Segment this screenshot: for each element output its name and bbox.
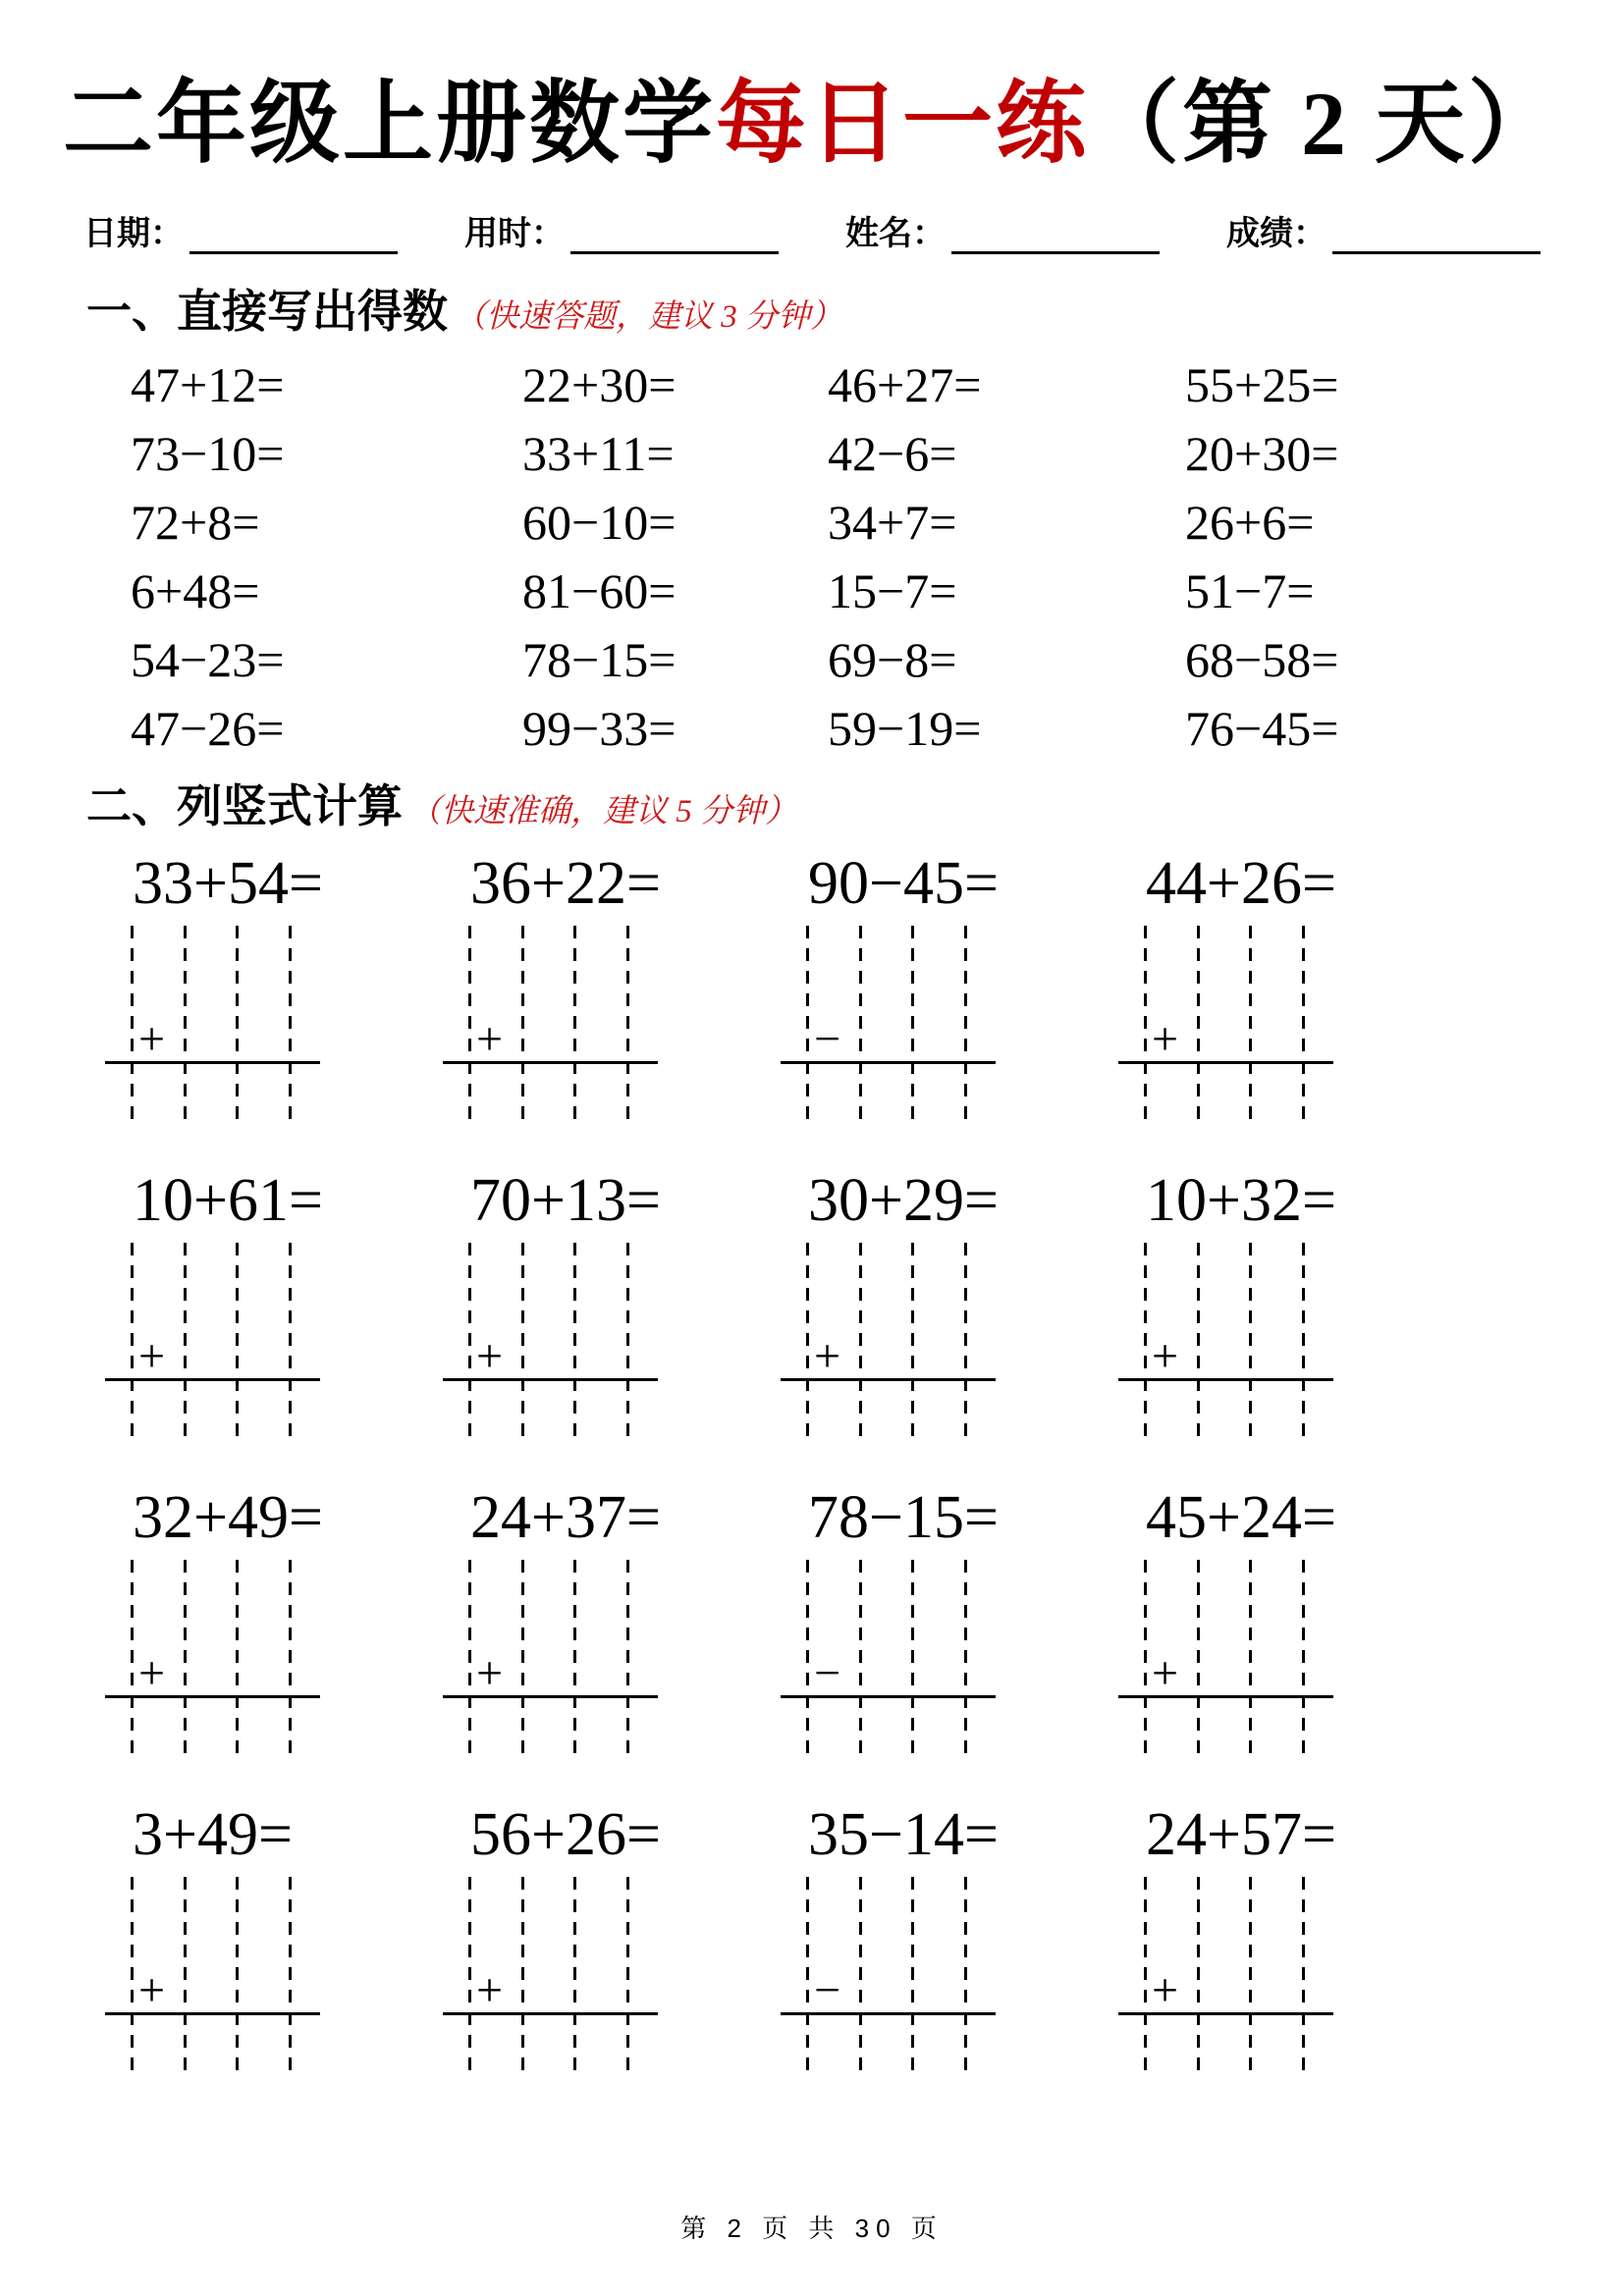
oral-problem: 69−8=: [828, 632, 957, 687]
result-line: [443, 1695, 658, 1698]
oral-problem: 51−7=: [1185, 563, 1315, 618]
grid-dashed-line: [184, 926, 187, 1127]
result-line: [781, 2012, 996, 2015]
calc-grid-cell: [781, 1243, 1118, 1444]
calc-grid-cell: [105, 926, 443, 1127]
vertical-problem: 44+26=: [1146, 850, 1336, 917]
grid-dashed-line: [1302, 926, 1305, 1127]
calc-grid-cell: [1118, 1560, 1456, 1761]
operator-sign: +: [138, 1964, 166, 2016]
oral-problem: 59−19=: [828, 701, 982, 756]
grid-dashed-line: [1197, 926, 1200, 1127]
grid-dashed-line: [859, 1877, 862, 2078]
oral-problem: 15−7=: [828, 563, 957, 618]
operator-sign: +: [814, 1330, 841, 1382]
calc-grid-cell: [781, 1560, 1118, 1761]
grid-dashed-line: [573, 1560, 576, 1761]
operator-sign: +: [476, 1330, 504, 1382]
oral-problem: 54−23=: [131, 632, 285, 687]
title-highlight: 每日一练: [715, 74, 1089, 174]
grid-dashed-line: [1144, 1560, 1147, 1761]
result-line: [1118, 1378, 1333, 1381]
vertical-problem: 36+22=: [470, 850, 661, 917]
grid-dashed-line: [1249, 926, 1252, 1127]
calc-grid-cell: [105, 1877, 443, 2078]
oral-problem: 47+12=: [131, 357, 285, 412]
time-used-label: 用时：: [464, 215, 565, 252]
calc-grid-cell: [443, 1243, 781, 1444]
section2-title: 二、列竖式计算: [86, 781, 403, 831]
operator-sign: +: [1152, 1964, 1179, 2016]
oral-problem: 6+48=: [131, 563, 260, 618]
grid-dashed-line: [1302, 1243, 1305, 1444]
vertical-problem: 30+29=: [808, 1167, 999, 1234]
name-blank-line: [951, 217, 1160, 254]
vertical-problem: 33+54=: [133, 850, 323, 917]
vertical-calc-row: [105, 1168, 1624, 1444]
grid-dashed-line: [1302, 1877, 1305, 2078]
calc-grid: [443, 1560, 658, 1761]
operator-sign: +: [1152, 1013, 1179, 1065]
grid-dashed-line: [289, 1560, 292, 1761]
grid-dashed-line: [859, 1243, 862, 1444]
title-prefix: 二年级上册数学: [62, 74, 716, 174]
grid-dashed-line: [1197, 1560, 1200, 1761]
result-line: [781, 1061, 996, 1064]
grid-dashed-line: [184, 1243, 187, 1444]
time-used-blank-line: [570, 217, 779, 254]
grid-dashed-line: [236, 1560, 239, 1761]
result-line: [1118, 1695, 1333, 1698]
result-line: [105, 1061, 320, 1064]
grid-dashed-line: [806, 926, 809, 1127]
oral-problem: 76−45=: [1185, 701, 1339, 756]
grid-dashed-line: [468, 1243, 471, 1444]
oral-problem: 22+30=: [522, 357, 677, 412]
score-label: 成绩：: [1226, 215, 1326, 252]
grid-dashed-line: [236, 926, 239, 1127]
grid-dashed-line: [289, 926, 292, 1127]
calc-grid: [781, 1243, 996, 1444]
grid-dashed-line: [468, 1560, 471, 1761]
grid-dashed-line: [806, 1243, 809, 1444]
grid-dashed-line: [1144, 926, 1147, 1127]
calc-grid-cell: [781, 1877, 1118, 2078]
grid-dashed-line: [521, 1560, 524, 1761]
result-line: [105, 2012, 320, 2015]
grid-dashed-line: [131, 926, 134, 1127]
grid-dashed-line: [859, 1560, 862, 1761]
operator-sign: +: [476, 1964, 504, 2016]
vertical-grids: [105, 1560, 1624, 1761]
calc-grid-cell: [443, 1560, 781, 1761]
section1-title: 一、直接写出得数: [86, 287, 448, 337]
grid-dashed-line: [1144, 1243, 1147, 1444]
grid-dashed-line: [964, 1877, 967, 2078]
grid-dashed-line: [1302, 1560, 1305, 1761]
name-label: 姓名：: [845, 215, 946, 252]
result-line: [443, 1378, 658, 1381]
oral-problem: 42−6=: [828, 426, 957, 481]
grid-dashed-line: [806, 1560, 809, 1761]
grid-dashed-line: [131, 1877, 134, 2078]
grid-dashed-line: [184, 1877, 187, 2078]
section1-heading: [86, 276, 1624, 341]
vertical-problems: [105, 851, 1624, 916]
operator-sign: −: [814, 1647, 841, 1699]
grid-dashed-line: [1197, 1877, 1200, 2078]
operator-sign: +: [1152, 1647, 1179, 1699]
grid-dashed-line: [806, 1877, 809, 2078]
result-line: [1118, 2012, 1333, 2015]
vertical-problems: [105, 1168, 1624, 1233]
grid-dashed-line: [289, 1877, 292, 2078]
grid-dashed-line: [289, 1243, 292, 1444]
vertical-problem: 32+49=: [133, 1484, 323, 1551]
oral-problems-grid: [131, 350, 1624, 763]
grid-dashed-line: [521, 1243, 524, 1444]
operator-sign: +: [138, 1647, 166, 1699]
vertical-calc-row: [105, 1485, 1624, 1761]
calc-grid-cell: [781, 926, 1118, 1127]
grid-dashed-line: [573, 1243, 576, 1444]
calc-grid: [1118, 1877, 1333, 2078]
operator-sign: −: [814, 1013, 841, 1065]
grid-dashed-line: [1249, 1877, 1252, 2078]
grid-dashed-line: [573, 926, 576, 1127]
calc-grid: [1118, 1243, 1333, 1444]
vertical-problem: 24+37=: [470, 1484, 661, 1551]
vertical-problem: 56+26=: [470, 1801, 661, 1868]
title-suffix: （第 2 天）: [1089, 74, 1562, 174]
oral-problem: 26+6=: [1185, 495, 1315, 550]
grid-dashed-line: [911, 1877, 914, 2078]
vertical-problem: 10+61=: [133, 1167, 323, 1234]
result-line: [443, 1061, 658, 1064]
oral-problem: 68−58=: [1185, 632, 1339, 687]
oral-problem: 34+7=: [828, 495, 957, 550]
calc-grid: [1118, 1560, 1333, 1761]
grid-dashed-line: [911, 926, 914, 1127]
grid-dashed-line: [626, 1560, 629, 1761]
operator-sign: +: [138, 1013, 166, 1065]
calc-grid: [105, 926, 320, 1127]
oral-problem: 81−60=: [522, 563, 677, 618]
calc-grid-cell: [105, 1560, 443, 1761]
calc-grid-cell: [1118, 1243, 1456, 1444]
vertical-grids: [105, 1243, 1624, 1444]
calc-grid: [781, 926, 996, 1127]
vertical-problems: [105, 1802, 1624, 1867]
date-blank-line: [189, 217, 398, 254]
calc-grid: [443, 926, 658, 1127]
vertical-problem: 24+57=: [1146, 1801, 1336, 1868]
grid-dashed-line: [911, 1560, 914, 1761]
grid-dashed-line: [521, 926, 524, 1127]
calc-grid: [443, 1243, 658, 1444]
result-line: [105, 1695, 320, 1698]
oral-problem: 46+27=: [828, 357, 982, 412]
calc-grid: [443, 1877, 658, 2078]
grid-dashed-line: [964, 1243, 967, 1444]
calc-grid: [781, 1877, 996, 2078]
calc-grid: [105, 1877, 320, 2078]
oral-problem: 33+11=: [522, 426, 675, 481]
grid-dashed-line: [1249, 1243, 1252, 1444]
result-line: [781, 1378, 996, 1381]
grid-dashed-line: [626, 926, 629, 1127]
vertical-grids: [105, 1877, 1624, 2078]
grid-dashed-line: [131, 1560, 134, 1761]
calc-grid-cell: [105, 1243, 443, 1444]
grid-dashed-line: [964, 1560, 967, 1761]
grid-dashed-line: [573, 1877, 576, 2078]
vertical-problem: 45+24=: [1146, 1484, 1336, 1551]
calc-grid: [1118, 926, 1333, 1127]
section1-note: （快速答题，建议 3 分钟）: [454, 299, 842, 335]
vertical-problem: 10+32=: [1146, 1167, 1336, 1234]
calc-grid-cell: [1118, 926, 1456, 1127]
grid-dashed-line: [1197, 1243, 1200, 1444]
operator-sign: +: [138, 1330, 166, 1382]
vertical-problems: [105, 1485, 1624, 1550]
grid-dashed-line: [1144, 1877, 1147, 2078]
operator-sign: +: [1152, 1330, 1179, 1382]
calc-grid-cell: [443, 1877, 781, 2078]
score-field: [1226, 206, 1541, 254]
calc-grid: [105, 1243, 320, 1444]
vertical-problem: 90−45=: [808, 850, 999, 917]
result-line: [781, 1695, 996, 1698]
oral-problem: 72+8=: [131, 495, 260, 550]
calc-grid-cell: [1118, 1877, 1456, 2078]
name-field: [845, 206, 1160, 254]
oral-problem: 55+25=: [1185, 357, 1339, 412]
vertical-calc-row: [105, 1802, 1624, 2078]
meta-header-row: [83, 206, 1541, 254]
oral-problem: 99−33=: [522, 701, 677, 756]
section2-heading: [86, 771, 1624, 835]
vertical-calc-row: [105, 851, 1624, 1127]
vertical-problem: 35−14=: [808, 1801, 999, 1868]
operator-sign: −: [814, 1964, 841, 2016]
section2-note: （快速准确，建议 5 分钟）: [408, 794, 797, 829]
operator-sign: +: [476, 1013, 504, 1065]
grid-dashed-line: [184, 1560, 187, 1761]
grid-dashed-line: [626, 1243, 629, 1444]
page-title: [0, 0, 1624, 181]
date-field: [83, 206, 398, 254]
grid-dashed-line: [468, 1877, 471, 2078]
vertical-problem: 3+49=: [133, 1801, 293, 1868]
grid-dashed-line: [236, 1877, 239, 2078]
grid-dashed-line: [626, 1877, 629, 2078]
oral-problem: 73−10=: [131, 426, 285, 481]
grid-dashed-line: [521, 1877, 524, 2078]
page-number: 第 2 页 共 30 页: [680, 2214, 944, 2243]
oral-problem: 47−26=: [131, 701, 285, 756]
vertical-grids: [105, 926, 1624, 1127]
grid-dashed-line: [468, 926, 471, 1127]
grid-dashed-line: [859, 926, 862, 1127]
grid-dashed-line: [1249, 1560, 1252, 1761]
oral-problem: 60−10=: [522, 495, 677, 550]
grid-dashed-line: [131, 1243, 134, 1444]
operator-sign: +: [476, 1647, 504, 1699]
grid-dashed-line: [911, 1243, 914, 1444]
oral-problem: 20+30=: [1185, 426, 1339, 481]
grid-dashed-line: [964, 926, 967, 1127]
result-line: [105, 1378, 320, 1381]
grid-dashed-line: [236, 1243, 239, 1444]
result-line: [1118, 1061, 1333, 1064]
vertical-problem: 70+13=: [470, 1167, 661, 1234]
calc-grid: [105, 1560, 320, 1761]
time-used-field: [464, 206, 779, 254]
date-label: 日期：: [83, 215, 184, 252]
vertical-problem: 78−15=: [808, 1484, 999, 1551]
result-line: [443, 2012, 658, 2015]
score-blank-line: [1332, 217, 1541, 254]
calc-grid-cell: [443, 926, 781, 1127]
oral-problem: 78−15=: [522, 632, 677, 687]
calc-grid: [781, 1560, 996, 1761]
